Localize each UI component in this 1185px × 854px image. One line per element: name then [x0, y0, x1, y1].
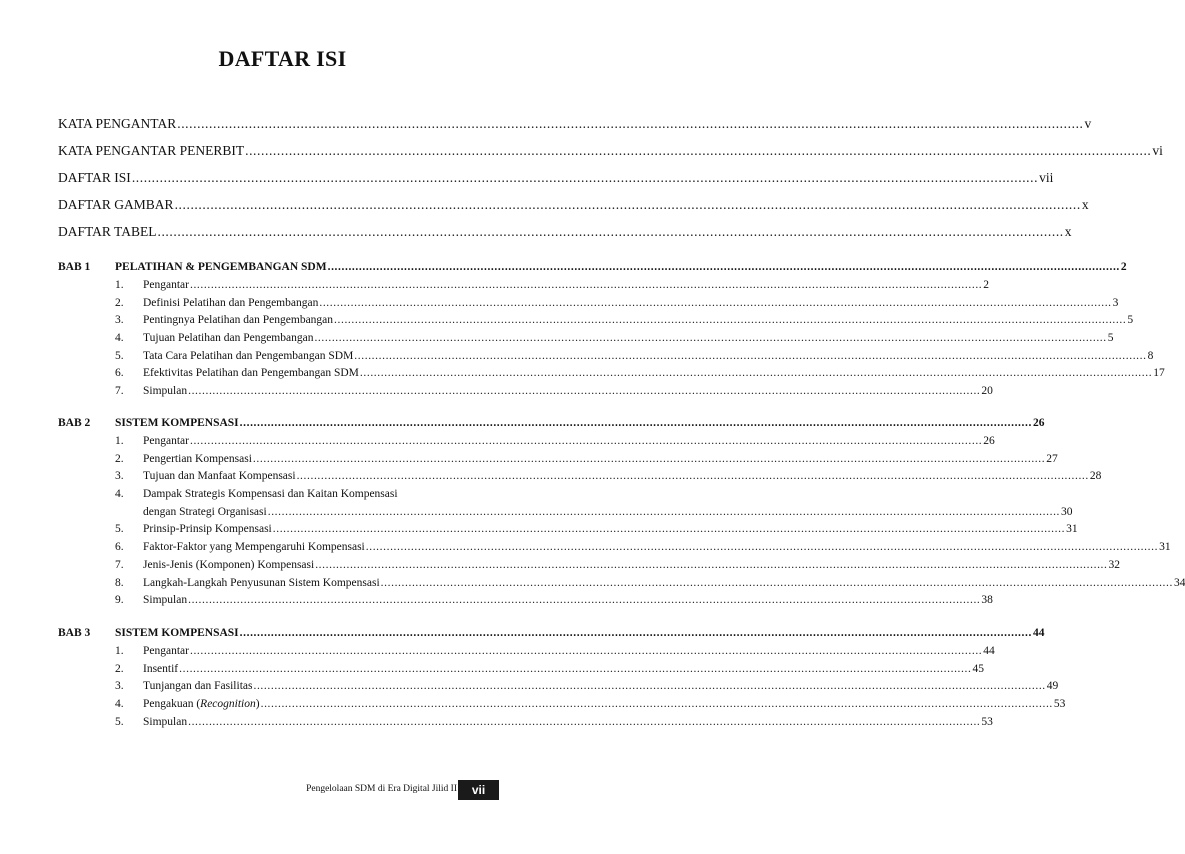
subentry-page: 2: [983, 279, 990, 291]
toc-subentry[interactable]: [58, 662, 984, 681]
chapter-bab-3: [58, 627, 1066, 733]
toc-entry-daftar-tabel[interactable]: [58, 224, 1072, 251]
dot-leader: [334, 314, 1126, 326]
subentry-label: Langkah-Langkah Penyusunan Sistem Kompensasi: [143, 576, 380, 589]
subentry-number: 3.: [115, 314, 124, 327]
chapter-number: BAB 3: [58, 627, 91, 639]
toc-entry-page: v: [1084, 116, 1092, 131]
subentry-label: Tujuan Pelatihan dan Pengembangan: [143, 332, 314, 345]
chapter-page: 26: [1032, 417, 1045, 429]
subentry-label: Simpulan: [143, 385, 188, 398]
chapter-heading[interactable]: [58, 261, 1127, 279]
toc-subentry[interactable]: [58, 367, 1165, 385]
dot-leader: [381, 577, 1173, 589]
toc-subentry[interactable]: [58, 296, 1119, 315]
toc-entry-daftar-isi[interactable]: [58, 170, 1054, 197]
front-matter-list: [58, 116, 1163, 251]
subentry-page: 31: [1066, 523, 1078, 536]
subentry-label: Simpulan: [143, 715, 188, 728]
subentry-page: 8: [1147, 349, 1154, 362]
chapter-page: 2: [1120, 261, 1127, 273]
subentry-page: 38: [981, 594, 993, 607]
page-footer: [0, 780, 565, 800]
toc-subentry[interactable]: [58, 314, 1134, 332]
dot-leader: [360, 367, 1152, 379]
subentry-number: 1.: [115, 279, 124, 291]
chapter-heading[interactable]: [58, 627, 1045, 645]
subentry-number: 1.: [115, 645, 124, 657]
subentry-page: 17: [1153, 367, 1165, 380]
subentry-page: 20: [981, 385, 993, 398]
toc-entry-label: KATA PENGANTAR: [58, 116, 177, 131]
subentry-number: 2.: [115, 296, 124, 309]
dot-leader: [273, 523, 1065, 535]
subentry-label: Pengantar: [143, 435, 189, 447]
toc-subentry[interactable]: [58, 435, 995, 453]
subentry-label: Pengantar: [143, 645, 189, 657]
dot-leader: [188, 594, 980, 606]
subentry-page: 53: [981, 715, 993, 728]
toc-subentry[interactable]: [58, 349, 1154, 368]
dot-leader: [175, 197, 1081, 213]
toc-subentry[interactable]: [58, 576, 1185, 595]
subentry-label: Tata Cara Pelatihan dan Pengembangan SDM: [143, 349, 354, 362]
subentry-number: 5.: [115, 349, 124, 362]
toc-entry-page: vii: [1039, 170, 1054, 185]
subentry-label: Pengantar: [143, 279, 189, 291]
dot-leader: [354, 350, 1146, 362]
footer-book-title: Pengelolaan SDM di Era Digital Jilid II: [306, 784, 457, 794]
subentry-number: 2.: [115, 452, 124, 465]
toc-entry-page: x: [1064, 224, 1072, 239]
subentry-label: Efektivitas Pelatihan dan Pengembangan SDM: [143, 367, 359, 380]
subentry-label-italic: Recognition: [200, 698, 256, 711]
subentry-page: 30: [1061, 505, 1073, 518]
subentry-label: Dampak Strategis Kompensasi dan Kaitan Kompensasi: [143, 488, 398, 501]
subentry-number: 6.: [115, 541, 124, 554]
chapter-page: 44: [1032, 627, 1045, 639]
subentry-label: Faktor-Faktor yang Mempengaruhi Kompensasi: [143, 541, 365, 554]
dot-leader: [328, 261, 1120, 273]
toc-subentry[interactable]: [58, 594, 993, 612]
toc-subentry[interactable]: [58, 541, 1171, 559]
dot-leader: [319, 297, 1111, 309]
toc-subentry[interactable]: [58, 488, 1073, 523]
subentry-page: 5: [1107, 332, 1114, 345]
subentry-number: 3.: [115, 470, 124, 483]
subentry-number: 2.: [115, 662, 124, 675]
dot-leader: [188, 716, 980, 728]
chapter-heading[interactable]: [58, 417, 1045, 435]
dot-leader: [240, 627, 1032, 639]
dot-leader: [253, 680, 1045, 692]
subentry-page: 5: [1127, 314, 1134, 327]
chapter-number: BAB 1: [58, 261, 91, 273]
dot-leader: [177, 116, 1083, 132]
toc-subentry[interactable]: [58, 523, 1078, 541]
dot-leader: [261, 698, 1053, 710]
chapter-bab-1: [58, 261, 1165, 403]
toc-subentry[interactable]: [58, 715, 993, 734]
dot-leader: [268, 506, 1060, 518]
subentry-page: 31: [1159, 541, 1171, 554]
chapter-title: PELATIHAN & PENGEMBANGAN SDM: [115, 261, 327, 273]
toc-subentry[interactable]: [58, 332, 1114, 350]
subentry-number: 1.: [115, 435, 124, 447]
subentry-page: 45: [972, 662, 984, 675]
subentry-label: Simpulan: [143, 594, 188, 607]
dot-leader: [314, 332, 1106, 344]
subentry-number: 3.: [115, 680, 124, 693]
subentry-number: 4.: [115, 488, 124, 501]
dot-leader: [240, 417, 1032, 429]
toc-subentry[interactable]: [58, 470, 1102, 488]
toc-subentry[interactable]: [58, 558, 1121, 577]
toc-subentry[interactable]: [58, 279, 990, 297]
subentry-page: 28: [1089, 470, 1102, 483]
subentry-page: 32: [1108, 558, 1121, 571]
subentry-page: 26: [983, 435, 995, 447]
toc-entry-label: DAFTAR GAMBAR: [58, 197, 174, 212]
toc-entry-page: x: [1081, 197, 1089, 212]
subentry-label: Tunjangan dan Fasilitas: [143, 680, 253, 693]
dot-leader: [297, 470, 1089, 482]
toc-subentry[interactable]: [58, 680, 1059, 698]
subentry-number: 7.: [115, 385, 124, 398]
subentry-number: 8.: [115, 576, 124, 589]
dot-leader: [253, 453, 1045, 465]
chapter-bab-2: [58, 417, 1185, 612]
dot-leader: [245, 143, 1151, 159]
subentry-number: 6.: [115, 367, 124, 380]
dot-leader: [132, 170, 1038, 186]
toc-subentry[interactable]: [58, 698, 1066, 716]
subentry-page: 34: [1173, 576, 1185, 589]
subentry-label: Pengertian Kompensasi: [143, 452, 252, 465]
chapter-title: SISTEM KOMPENSASI: [115, 627, 239, 639]
toc-entry-label: KATA PENGANTAR PENERBIT: [58, 143, 245, 158]
dot-leader: [188, 385, 980, 397]
toc-entry-kata-pengantar[interactable]: [58, 116, 1092, 143]
dot-leader: [190, 435, 982, 447]
toc-subentry[interactable]: [58, 645, 995, 663]
subentry-label-continued: dengan Strategi Organisasi: [143, 505, 267, 518]
chapter-number: BAB 2: [58, 417, 91, 429]
toc-subentry[interactable]: [58, 385, 993, 403]
subentry-number: 4.: [115, 698, 124, 711]
toc-entry-kata-pengantar-penerbit[interactable]: [58, 143, 1163, 170]
dot-leader: [157, 224, 1063, 240]
subentry-label: Insentif: [143, 662, 179, 675]
dot-leader: [190, 645, 982, 657]
subentry-label: Definisi Pelatihan dan Pengembangan: [143, 296, 319, 309]
subentry-label: Tujuan dan Manfaat Kompensasi: [143, 470, 296, 483]
subentry-label: Jenis-Jenis (Komponen) Kompensasi: [143, 558, 315, 571]
subentry-page: 27: [1046, 452, 1058, 465]
dot-leader: [315, 559, 1107, 571]
subentry-number: 5.: [115, 715, 124, 728]
toc-entry-page: vi: [1152, 143, 1163, 158]
dot-leader: [179, 663, 971, 675]
subentry-number: 5.: [115, 523, 124, 536]
subentry-page: 3: [1112, 296, 1119, 309]
chapter-title: SISTEM KOMPENSASI: [115, 417, 239, 429]
subentry-page: 49: [1046, 680, 1059, 693]
toc-entry-label: DAFTAR ISI: [58, 170, 131, 185]
subentry-label: Pengakuan (Recognition): [143, 698, 260, 711]
dot-leader: [366, 541, 1158, 553]
subentry-number: 7.: [115, 558, 124, 571]
dot-leader: [190, 279, 982, 291]
toc-subentry[interactable]: [58, 452, 1058, 471]
subentry-label: Prinsip-Prinsip Kompensasi: [143, 523, 272, 536]
subentry-label: Pentingnya Pelatihan dan Pengembangan: [143, 314, 334, 327]
page-number-badge: vii: [458, 780, 499, 800]
page-title: DAFTAR ISI: [218, 46, 347, 71]
toc-entry-label: DAFTAR TABEL: [58, 224, 157, 239]
subentry-number: 4.: [115, 332, 124, 345]
subentry-page: 44: [983, 645, 995, 657]
subentry-page: 53: [1053, 698, 1066, 711]
subentry-number: 9.: [115, 594, 124, 607]
toc-entry-daftar-gambar[interactable]: [58, 197, 1089, 224]
